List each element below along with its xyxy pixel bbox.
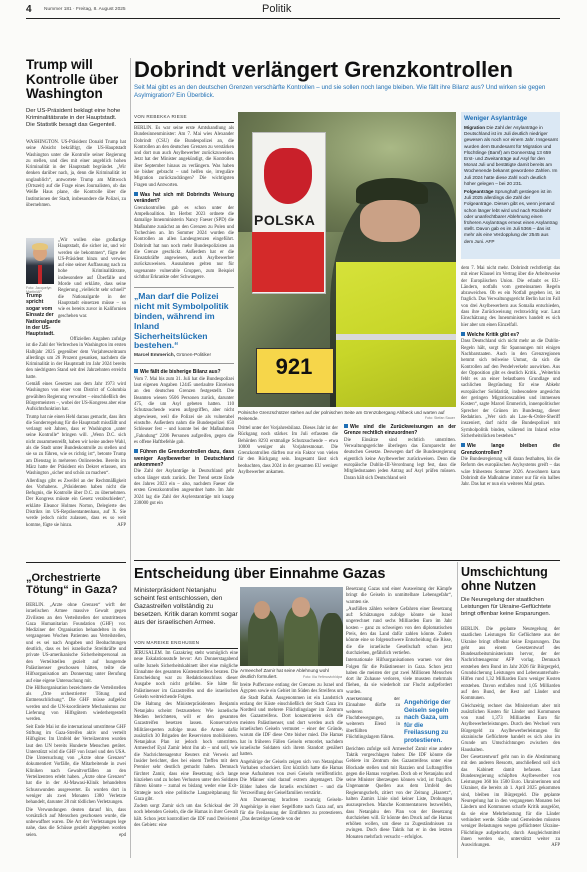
gaza-pull-quote-row — [346, 697, 452, 747]
ukraine-p3: Der Gesetzentwurf geht nun in die Abstimmung mit den anderen Ressorts, anschließend soll sich das Kabinett damit befassen. Laut Bundesregierung schöpften Asylbewerber von Leistungen 360 bis 1500 Euro. Ukrainerinnen und Ukrainer, die bereits ab 1. April 2025 gekommen sind, bleiben im Bürgergeld. Die geplante Neuregelung hat in den vergangenen Monaten bei Ländern und Kommunen scharfe Kritik ausgelöst, da sie eine Mehrbelastung für die Länder verhindert werde. Städte und Gemeinden müssten weniger Belastungen wegen geflüchteter Ukraine-Flüchtlinge aufgebracht, durch Ausgleichsmittel ihnen werden sie, unterstützt weiter zu Auswirkungen. — [461, 754, 560, 849]
main-c2-p1: Drittel unter der Vorjahresbilanz. Dieses Jahr ist der Rückgang noch stärker. Im Juli erfassten die Behörden 8293 erstmalige Schutzsuchende – etwa 10000 weniger als Vorjahresmonat. Die Grenzkontrollen dürften nur ein Faktor von vielen für den Rückgang sein. Insgesamt lässt sich beobachten, dass 2024 in der gesamten EU weniger Asylbewerber ankamen. — [238, 426, 338, 476]
trump-photo-hair — [32, 243, 48, 250]
main-headline: Dobrindt verlängert Grenzkontrollen — [134, 57, 513, 82]
gaza-c3-p3: Internationale Hilfsorganisationen warnen vor den Folgen für die Palästinenser in Gaza. Schon jetzt haben die meisten der gut zwei Millionen Menschen dort ihr Zuhause verloren, viele mussten mehrmals fliehen, da sie wiederholt zur Flucht aufgefordert wurden. — [346, 658, 452, 695]
asylum-box-agency: AFP — [485, 238, 495, 244]
ukraine-p2: Gleichzeitig rechnet das Ministerium aber mit zusätzlichen Kosten für Länder und Kommunen von rund 1,373 Milliarden Euro für Asylbewerberleistungen. Durch den Wechsel vom Bürgergeld zu Asylbewerberleistungen für ukrainische Geflüchtete handelt es sich also im Grunde um Umschichtungen zwischen den Haushalten. — [461, 703, 560, 753]
subhead-marker — [134, 192, 138, 196]
zamir-photo-figure-3 — [320, 613, 343, 666]
main-c4-h1: Welche Kritik gibt es? — [461, 332, 560, 338]
gaza-comment-headline: „Orchestrierte Tötung“ in Gaza? — [26, 572, 118, 596]
main-c1-p4: Die Zahl der Asylanträge in Deutschland geht schon länger stark zurück. Der Trend setzte Ende des Jahres 2023 ein – also, nachdem Faeser die ersten Grenzkontrollen angeordnet hatte. Im Jahr 2024 lag die Zahl der Asylerstanträge mit knapp 230000 gut ein — [134, 469, 234, 506]
main-vertical-divider — [130, 58, 131, 858]
ukraine-headline: Umschichtung ohne Nutzen — [461, 565, 548, 593]
polish-eagle-icon — [264, 148, 312, 204]
asylum-box-text-2: Sprunghaft gestiegen ist im Juli 2025 allerdings die Zahl der Folgeanträge. Diesen gibt es, wenn jemand schon länger lebt wird und nach Rückkehr oder unanfechtbarer Ablehnung einen früheren Asylantrags erneut einen Asylantrag stellt. Davon gab es im Juli 5366 – das ist mehr als eine Verdopplung der 2545 aus dem Juni. — [464, 189, 558, 244]
asylum-box-label-1: Migration — [464, 125, 486, 130]
gaza-c2-p1: breite Pufferzone entlang der Grenzen zu Israel und Ägypten sowie ein Gebiet im Süden des Streifens um die Stadt Rafah. Ausgenommen ist ein Landstrich entlang der Küste einschließlich der Stadt Gaza im Nordteil und mehrere Flüchtlingslager im Zentrum des Gazastreifens. Dort konzentrieren sich die meisten Palästinenser, und dort werden auch die israelischen Geiseln vermutet – einer der Gründe, warum die IDF diese Orte bisher mied. Die Hamas hat in früheren Fällen Geiseln ermordet, nachdem israelische Soldaten sich ihrem Standort genähert hatten. — [240, 683, 343, 758]
trump-photo-credit: Foto: Jacquelyn Martin/AP — [26, 286, 52, 294]
subhead-marker — [461, 443, 465, 447]
header-rule — [26, 18, 560, 19]
trump-body-wrap — [58, 238, 126, 321]
gaza-c1-p1: JERUSALEM. Im Gazakrieg steht womöglich eine neue Eskalationsstufe bevor: Am Donnerstagabend sollte Israels Sicherheitskabinett über eine mögliche Einnahme des gesamten Küstenstreifens beraten. Die Entscheidung war zu Redaktionsschluss dieser Ausgabe noch nicht gefallen. Sie hätte für Palästinenser im Gazastreifen und die israelischen Geiseln weitreichende Folgen. — [134, 651, 238, 701]
main-c4-p3: Die Bundesregierung will daran festhalten, bis die Reform des europäischen Asylsystems greift – das wäre frühestens Sommer 2026. Anwohnern kann Dobrindt die Maßnahme immer nur für ein halbes Jahr. Das hat er nun ein weiteres Mal getan. — [461, 456, 560, 488]
trump-body-bottom — [26, 337, 126, 530]
subhead-marker — [344, 424, 348, 428]
main-lead: Seit Mai gibt es an den deutschen Grenzen verschärfte Kontrollen – und sie sollen noch lange bleiben. Wie fällt ihre Bilanz aus? Und wirken sie gegen Asylmigration? Ein Überblick. — [134, 84, 546, 99]
gaza-pull-quote: Angehörige der Geiseln segeln nach Gaza, um für die Freilassung zu protestieren. — [404, 699, 451, 745]
left-column-divider — [26, 562, 126, 563]
trump-photo — [26, 238, 54, 284]
issue-line: Nummer 181 · Freitag, 8. August 2025 — [44, 7, 126, 12]
trump-p5: Trump hat nie einen Hehl daraus gemacht, dass ihm die Sonderregelung für die Hauptstadt missfällt und verlangt seit Jahren, dass er Washington „unter seine Kontrolle“ bringen will. „Wenn D.C. sich nicht zusammenreißt, haben wir keine andere Wahl, als die Stadt unter Bundeskontrolle zu stellen und sie so zu führen, wie es richtig ist“, betonte Trump am Dienstag in mehreren Onlinereden. Bereits im März hatte der Präsident ein Dekret erlassen, um Washington „sicher und schön zu machen“. — [26, 414, 126, 477]
gaza-author-rule — [134, 648, 238, 649]
border-guard-photo — [238, 112, 456, 407]
gaza-c1-p3: Zudem sorgt Zamir sich um das Schicksal der 20 noch lebenden Geiseln, die die Hamas in ihrer Gewalt hält. Schon jetzt kontrolliert die IDF rund Dreiviertel des Gebiets: eine — [134, 804, 238, 829]
photo-sign-text: POLSKA — [254, 212, 316, 228]
main-author: VON REBEKKA RIESE — [134, 114, 187, 119]
main-c3-p1: Die Einsätze sind rechtlich umstritten. Verwaltungsgerichte überlegen das Europarecht der deutschen Gesetze. Deswegen darf die Bundesregierung eigentlich keine Asylbewerber zurückweisen. Denn die europäische Dublin-III-Verordnung legt fest, dass die Mitgliedsstaaten jeden Antrag auf Asyl prüfen müssen. Daran hält sich Deutschland seit — [344, 437, 456, 481]
trump-p2: „Wir wollen eine großartige Hauptstadt, die sicher ist, und wir werden sie bekommen“, fügte der US-Präsident hinzu und verwies auf eine seiner Auffassung nach zu hohe Kriminalitätsrate, insbesondere auf Überfälle und Morde und erklärte, dass seine Regierung „vielleicht sehr schnell“ die Nationalgarde in der Hauptstadt einsetzen müsse – so wie es bereits zuvor in Kalifornien geschehen war. — [58, 238, 126, 319]
gaza-comment-p3: Seit Ende Mai ist die international umstrittene GHF Stiftung im Gaza-Streifen aktiv und verteilt Hilfsgüter. Im Umfeld der Verteilzentren wurden laut den UN bereits Hunderte Menschen getötet. Unterstützt wird die GHF von Israel und den USA. Die Untersuchung von „Ärzte ohne Grenzen“ dokumentiert Vorfälle, die Mitarbeitende in zwei Kliniken nach Gewaltvorfällen an den Verteilzentren erlebt haben. „Ärzte ohne Grenzen“ hat die in der Al-Mawasi-Klinik behandelten Schusswunden ausgewertet. Es wurden dort in weniger als zwei Monaten 1380 Verletzte behandelt, darunter 28 mit tödlichen Verletzungen. — [26, 724, 126, 806]
ukraine-p1: BERLIN. Die geplante Neuregelung der staatlichen Leistungen für Geflüchtete aus der Ukraine bringt offenbar keine Ersparungen. Das geht aus einem Gesetzentwurf des Bundesarbeitsministeriums hervor, der der Nachrichtenagentur AFP vorlag. Demnach entstehen dem Bund im Jahr 2026 für Bürgergeld, Grundsicherung Leistungen und Lebensunterhalts-Hilfen rund 1,32 Milliarden Euro weniger Kosten entstehen. Davon entfallen rund 1,05 Milliarden auf den Bund, der Rest auf Länder und Kommunen. — [461, 627, 560, 702]
main-c3-h1: Wie sind die Zurückweisungen an der Grenze rechtlich einzuordnen? — [344, 424, 456, 437]
gaza-top-rule — [134, 560, 560, 561]
main-c1-p1: BERLIN. Es war seine erste Amtshandlung als Bundesinnenminister: Am 7. Mai wies Alexander Dobrindt (CSU) die Bundespolizei an, die Kontrollen an den deutschen Grenzen zu verstärken und dort nun auch Asylbewerber zurückzuweisen. Jetzt hat der Minister angekündigt, die Kontrollen über September hinaus zu verlängern. Was haben sie bisher gebracht – und helfen sie, irreguläre Migration zurückzudrängen? Die wichtigsten Fragen und Antworten. — [134, 126, 234, 188]
main-c1-h2: Wie fällt die bisherige Bilanz aus? — [134, 369, 234, 375]
trump-photo-tie — [38, 265, 42, 284]
trump-p1: WASHINGTON. US-Präsident Donald Trump hat seine Absicht bekräftigt, die US-Hauptstadt Washington unter die Kontrolle seiner Regierung zu stellen, und dies mit einer angeblich hohen Kriminalität in der Hauptstadt begründet. „Wir denken darüber nach, ja, denn die Kriminalität ist unglaublich“, antwortete Trump am Mittwoch (Ortszeit) auf die Frage eines Journalisten, ob das Weiße Haus plane, die Kontrolle über die Institutionen der Stadt, insbesondere die Polizei, zu übernehmen. — [26, 140, 126, 208]
gaza-c3-p4: Anerkennung der Einnahme dürfte zu weiteren Fluchtbewegungen, zu weiterem Elend in überfüllten Flüchtlingslagern führen. — [346, 697, 400, 740]
main-c4-p1: dem 7. Mai nicht mehr. Dobrindt rechtfertigt das mit einer Klausel im Vertrag über die Arbeitsweise der Europäischen Union. Die erlaubt es EU-Ländern, notfalls vom gemeinsamen Regeln abzuweichen. Ob es ein Notfall gegeben ist, ist fraglich. Das Verwaltungsgericht Berlin hat im Fall von drei Asylbewerbern aus Somalia entschieden, dass ihre Zurückweisung rechtswidrig war. Laut Einschätzung des Innenministers handelt es sich hier aber um einen Einzelfall. — [461, 266, 560, 328]
gaza-comment-p4: Die Verwundungen deuten darauf hin, dass vorsätzlich auf Menschen geschossen wurde, die unbewaffnet waren. Die Art der Verletzungen lege nahe, dass die Schüsse gezielt abgegeben worden seien. — [26, 807, 126, 838]
gaza-comment-agency: epd — [119, 832, 126, 838]
gaza-lead: Ministerpräsident Netanjahu scheint fest entschlossen, den Gazastreifen vollständig zu besetzen. Kritik daran kommt sogar aus der israelischen Armee. — [134, 587, 238, 626]
ukraine-divider — [457, 562, 458, 858]
main-c1-h3: Führen die Grenzkontrollen dazu, dass weniger Asylbewerber in Deutschland ankommen? — [134, 449, 234, 468]
main-c4-p2: Dass Deutschland sich nicht mehr an die Dublin-Regeln hält, sorgt für Spannungen mit einigen Nachbarstaaten. Auch in den Grenzregionen hemmt sich teilweise Unmut, da sich die Kontrollen auf den Pendelverkehr auswirken. Aus der Opposition gibt es deutlich Kritik. „Weiterhin fehlt es an einer belastbaren Grundlage und sachlichen Begründung für eine Abkehr europäischer Solidarität, insbesondere angesichts der geringen Migrationszahlen und immensen Kosten“, sagte Marcel Emmerich, innenpolitischer Sprecher der Grünen im Bundestag, dieser Redaktion. „Wer sich als Law-&-Order-Sheriff inszeniert, darf nicht die Bundespolizei mit Symbolpolitik binden, während im Inland echte Sicherheitslücken bestehen.“ — [461, 339, 560, 439]
gaza-comment-p2: Die Hilfsorganisation bezeichnete die Verteilstellen als „Orte orchestrierter Tötung und Entmenschlichung“. Die GHF müsse aufgelöst werden und die UN-koordinierte Mechanismus zur Lieferung von Hilfsgütern wiederhergestellt werden. — [26, 685, 126, 723]
gaza-headline: Entscheidung über Einnahme Gazas — [134, 566, 386, 582]
trump-body-top — [26, 140, 126, 210]
asylum-box-text-1: Die Zahl der Asylanträge in Deutschland ist im Juli deutlich niedriger gewesen als noch vor einem Jahr. Insgesamt wurden dem Bundesamt für Migration und Flüchtlinge (Bamf) am Donnerstag 13 659 Erst- und Zweitanträge auf Asyl für den Monat Juli und bestätigte damit bereits am Wochenende bekannt gewordene Zahlen. Im Juli 2024 hatte diese Zahl noch deutlich höher gelegen – bei 20 231. — [464, 125, 558, 186]
trump-photo-caption: Trump spricht sogar vom Einsatz der Nationalgarde in der US-Hauptstadt. — [26, 293, 61, 338]
gaza-comment-body — [26, 603, 126, 840]
photo-sign-red — [252, 232, 324, 292]
gaza-c3-p5: Berichten zufolge soll Armeechef Zamir eine andere Taktik vorgeschlagen haben: Die IDF könnte die Gebiete im Zentrum des Gazastreifens unter eine Blockade stellen und mit Razzien und Luftangriffen gegen die Hamas vorgehen. Doch ob er Netanjahu und seine Minister überzeugen können wird, ist fraglich. Ungenannte Quellen aus dem Umfeld des Regierungschefs, zitiert von der Zeitung „Haaretz“, halten Zamirs Linie sind keiner Liste, Drohungen auszusprechen. Manche Kommentatoren bezweifeln, dass Netanjahu den Plan von der Besetzung durchziehen will. Er könnte den Druck auf die Hamas erhöhen wollen, um diese zu Zugeständnissen zu zwingen. Doch diese Taktik hat er in den letzten Monaten mehrfach versucht – erfolglos. — [346, 746, 452, 840]
asylum-box-title: Weniger Asylanträge — [464, 115, 528, 122]
gaza-col3 — [346, 587, 452, 842]
subhead-marker — [134, 369, 138, 373]
gaza-col1 — [134, 651, 238, 830]
trump-lead: Der US-Präsident beklagt eine hohe Kriminalitätsrate in der Hauptstadt. Die Statistik besagt das Gegenteil. — [26, 108, 121, 129]
main-col1 — [134, 126, 234, 508]
gaza-c2-p2: Angehörige der Geiseln zeigen sich von Netanjahus Vorhaben schockiert. Erst kürzlich hatte die Hamas neue Aufnahmen von zwei Geiseln veröffentlicht. Die Männer sind darauf extrem abgemagert. Die Bilder haben die Israelis erschüttert – und die Verzweiflung der Geiselfamilien verstärkt. — [240, 759, 343, 797]
trump-p6: Allerdings gibt es Zweifel an der Rechtmäßigkeit des Vorhabens. „Präsidenten haben nicht die Befugnis, die Kontrolle über D.C. zu übernehmen. Der Kongress müsste ein Gesetz verabschieden“, erklärte Eleanor Holmes Norton, Delegierte des Distrikts im US-Repräsentantenhaus, auf X. Sie werde jedoch nicht zulassen, dass es so weit komme, fügte sie hinzu. — [26, 478, 126, 528]
main-col4 — [461, 266, 560, 489]
gaza-c3-p2: „Ausfüllen zählen weitere Gefahren einer Besetzung auf: Schätzungen zufolge könnte sie Israel ungerechnet rund sechs Milliarden Euro im Jahr kosten – ganz zu schweigen von den diplomatischen Preis, den das Land dafür zahlen könnte. Zudem könnte eine so folgenschwere Entscheidung die Risse, die die israelische Gesellschaft schon jetzt durchziehen, gefährlich vertiefen. — [346, 606, 452, 656]
main-c1-p3: Vom 7. Mai bis zum 31. Juli hat die Bundespolizei laut eigenen Angaben 12445 unerlaubte Einreisen an den deutschen Grenzen festgestellt. Die Beamten wiesen 9506 Personen zurück, darunter 475, die um Asyl gebeten hatten. 110 Schutzsuchende waren aufgegriffen, aber nicht abgewiesen, weil die Polizei sie als vulnerabel einstufte. Außerdem nahm die Bundespolizei 650 Schleuser fest – und konnte bei der Maßnahmen „Fahndung“ 2206 Personen aufgreifen, gegen die es offene Haftbefehle gab. — [134, 376, 234, 445]
trump-p3: Offiziellen Angaben zufolge ist die Zahl der Verbrechen in Washington im ersten Halbjahr 2025 gegenüber dem Vorjahreszeitraum allerdings um 26 Prozent gesunken, nachdem die Kriminalität in der Hauptstadt im Jahr 2024 bereits den niedrigsten Stand seit drei Jahrzehnten erreicht hatte. — [26, 337, 126, 380]
ukraine-agency: AFP — [551, 843, 560, 849]
zamir-photo-face-1 — [254, 601, 270, 619]
photo-officer-face — [360, 200, 420, 242]
main-quote-block — [134, 287, 234, 364]
main-col3 — [344, 424, 456, 483]
main-col2 — [238, 426, 338, 477]
page-number: 4 — [26, 4, 32, 15]
trump-agency: AFP — [117, 522, 126, 528]
subhead-marker — [134, 449, 138, 453]
gaza-c1-p2: Die Haltung des Ministerpräsidenten Benjamin Netanjahu scheint festzustehen: Wie israelische Medien berichteten, will er den gesamten Gazastreifen besetzen lassen. Konservativen Militärexperten zufolge muss die Armee dafür zusätzlich 30 Brigaden der Reservisten mobilisieren. Netanjahus Plan ist jedoch hoch umstritten. Armeechef Eyal Zamir lehnt ihn ab – und soll, wie die Nachrichtenagentur Reuters mit Verweis auf Insider berichtet, dies bei einem Treffen mit dem Premier sehr deutlich gemacht haben. Demnach fürchtet Zamir, dass eine Besetzung sich lange hinziehen und zu hohen Verlusten unter den Soldaten führen könnte – zumal es bislang weder eine Exit-Strategie noch eine politische Langzeitplanung für Gaza gibt. — [134, 702, 238, 802]
main-photo-credit: Foto: Stefan Sauer — [424, 416, 455, 420]
gaza-c2-p3: Am Donnerstag brachten zwanzig Geiseln-Angehörige in einer Segelflotte nach Gaza auf, um für die Freilassung der Entführten zu protestieren. „Das derzeitige Gerede von der — [240, 798, 343, 823]
main-c4-h2: Wie lange bleiben die Grenzkontrollen? — [461, 443, 560, 456]
gaza-col2 — [240, 683, 343, 825]
ukraine-body — [461, 627, 560, 850]
photo-reflective-stripe — [336, 334, 456, 340]
main-quote: „Man darf die Polizei nicht mit Symbolpolitik binden, während im Inland Sicherheitslücken bestehen.“ — [134, 291, 229, 351]
ukraine-lead: Die Neuregelung der staatlichen Leistungen für Ukraine-Geflüchtete bringt offenbar keine Ersparungen. — [461, 597, 551, 618]
gaza-c3-p1: Besetzung Gazas und einer Ausweitung der Kämpfe bringt die Geiseln in unmittelbare Lebensgefahr“, warnten sie. — [346, 587, 452, 605]
asylum-box-label-2: Folgeanträge — [464, 189, 494, 195]
main-quote-attribution: Marcel Emmerich, Grünen-Politiker — [134, 353, 212, 359]
trump-p4: Gemäß eines Gesetzes aus dem Jahr 1973 wird Washington von einer vom District of Columbia gewählten Regierung verwaltet – einschließlich des Bürgermeisters –, wobei der US-Kongress aber eine Aufsichtsfunktion hat. — [26, 382, 126, 413]
subhead-marker — [461, 332, 465, 336]
trump-headline: Trump will Kontrolle über Washington — [26, 57, 119, 101]
main-photo-caption: Polnische Grenzschützer stehen auf der polnischen Seite am Grenzübergang Ahlbeck und warten auf Reisende. — [238, 410, 445, 421]
section-title: Politik — [262, 3, 292, 15]
zamir-photo-credit: Foto: Ilia Yefimovich/dpa — [303, 675, 342, 679]
main-c1-h1: Was hat sich mit Dobrindts Weisung verändert? — [134, 191, 234, 205]
zamir-photo — [240, 587, 343, 666]
main-author-rule — [134, 122, 234, 123]
gaza-author: VON MAREIKE ENGHUSEN — [134, 640, 200, 645]
gaza-comment-p1: BERLIN. „Arzte ohne Grenzen“ wirft der israelischen Armee massive Gewalt gegen Zivilisten an den Verteilstellen der umstrittenen Gaza Humanitarian Foundation (GHF) vor. Mediziner der Organisation behandelten in den vergangenen Wochen Patienten aus Verteilstellen, und es sei nach Angaben und Beobachtungen deutlich, dass es bei israelische Streitkräfte und private US-amerikanische Sicherheitspersonal an den Verteilstellen gezielt auf hungernde Palästinenser geschossen hätten, teilte die Hilfsorganisation am Donnerstag unter Berufung auf eine eigene Untersuchung mit. — [26, 603, 126, 684]
photo-plate-text: 921 — [275, 354, 313, 379]
asylum-box-body — [464, 125, 558, 245]
main-c1-p2: Grenzkontrollen gab es schon unter der Ampelkoalition. Im Herbst 2023 ordnete die damalige Innenministerin Nancy Faeser (SPD) die Maßnahme zunächst an den Grenzen zu Polen und Tschechien an. Im Sommer 2024 wurden die Kontrollen an allen Landesgrenzen eingeführt. Dobrindt hat nun noch mehr Bundespolizisten an die Grenze geschickt. Außerdem hat er die Einsatzkräfte angewiesen, auch Asylbewerber zurückzuweisen. Ausnahmen gelten nur für sogenannte vulnerable Gruppen, zum Beispiel sichtbar Erkrankte oder Schwangere. — [134, 205, 234, 281]
zamir-photo-face-2 — [292, 597, 310, 617]
zamir-photo-caption: Armeechef Zamir hat seine Ablehnung wohl deutlich formuliert. — [240, 668, 329, 679]
